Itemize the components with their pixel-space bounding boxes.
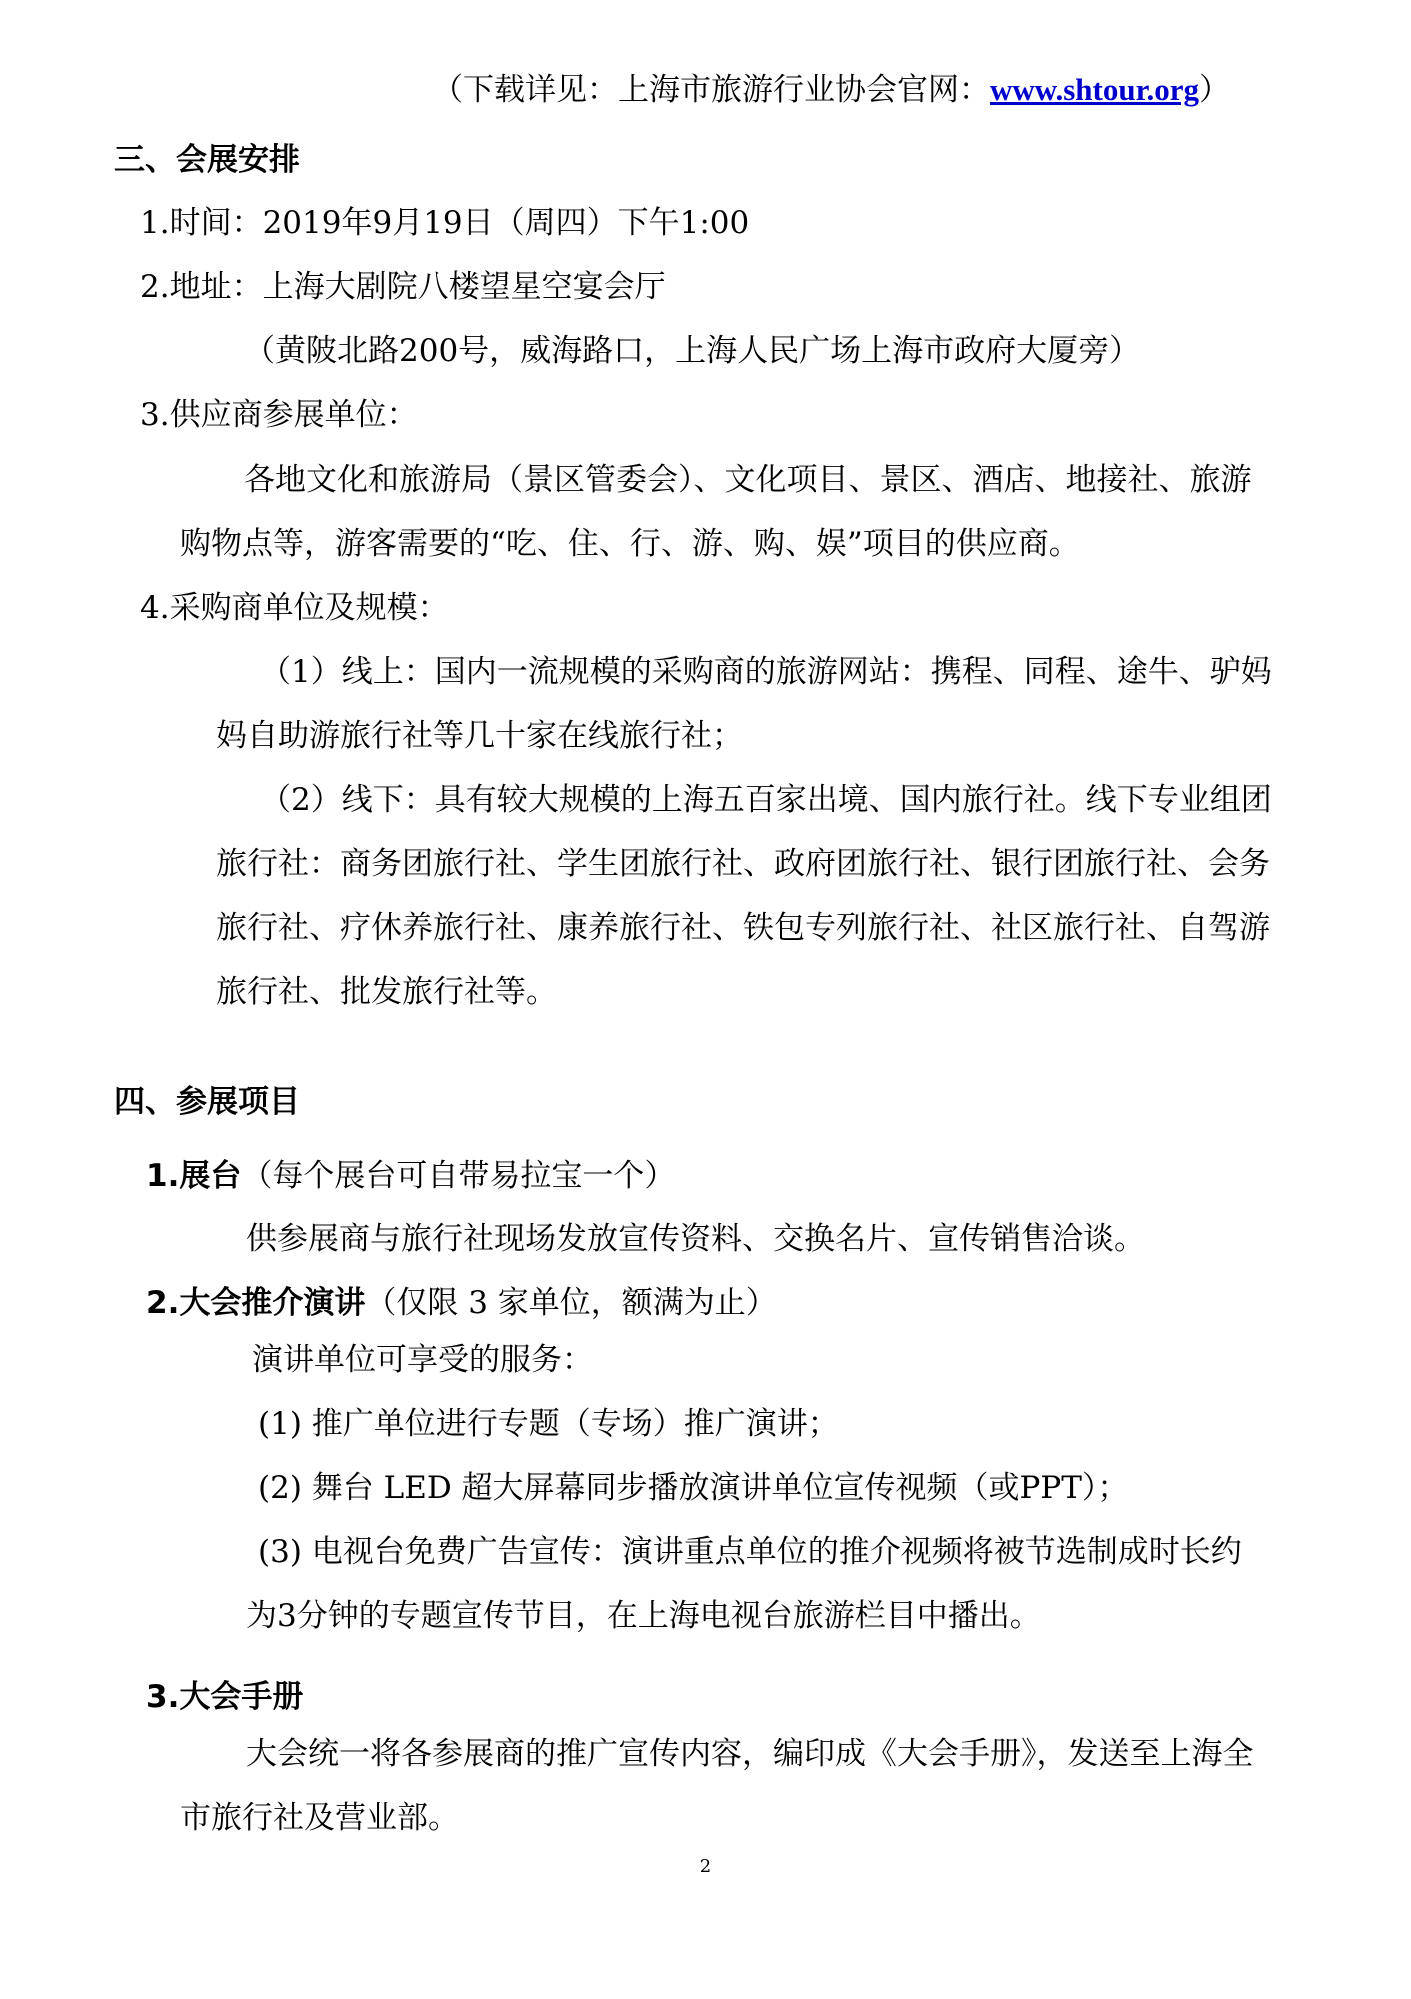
section4-heading: 四、参展项目	[114, 1084, 300, 1120]
page-number: 2	[699, 1856, 712, 1877]
online-line-1: （1）线上：国内一流规模的采购商的旅游网站：携程、同程、途牛、驴妈	[260, 654, 1272, 690]
download-note	[432, 70, 1230, 110]
handbook-line-2: 市旅行社及营业部。	[180, 1800, 459, 1836]
speech-service-3-line-1: (3) 电视台免费广告宣传：演讲重点单位的推介视频将被节选制成时长约	[258, 1534, 1242, 1570]
suppliers-line-2: 购物点等，游客需要的“吃、住、行、游、购、娱”项目的供应商。	[180, 526, 1080, 562]
speech-service-3-line-2: 为3分钟的专题宣传节目，在上海电视台旅游栏目中播出。	[246, 1598, 1041, 1634]
download-note-prefix: （下载详见：上海市旅游行业协会官网：	[432, 72, 990, 108]
suppliers-title: 3.供应商参展单位：	[140, 397, 418, 433]
speech-item	[146, 1283, 777, 1323]
booth-title: 1.展台	[146, 1158, 242, 1194]
buyers-title: 4.采购商单位及规模：	[140, 590, 449, 626]
speech-note: （仅限 3 家单位，额满为止）	[365, 1285, 777, 1321]
offline-line-3: 旅行社、疗休养旅行社、康养旅行社、铁包专列旅行社、社区旅行社、自驾游	[216, 910, 1270, 946]
event-address-detail: （黄陂北路200号，威海路口，上海人民广场上海市政府大厦旁）	[244, 333, 1141, 369]
event-address: 2.地址：上海大剧院八楼望星空宴会厅	[140, 269, 666, 305]
booth-note: （每个展台可自带易拉宝一个）	[241, 1158, 676, 1194]
booth-item	[146, 1156, 675, 1196]
suppliers-line-1: 各地文化和旅游局（景区管委会）、文化项目、景区、酒店、地接社、旅游	[244, 462, 1252, 498]
shtour-link[interactable]: www.shtour.org	[990, 72, 1199, 107]
offline-line-4: 旅行社、批发旅行社等。	[216, 974, 557, 1010]
speech-title: 2.大会推介演讲	[146, 1285, 366, 1321]
online-line-2: 妈自助游旅行社等几十家在线旅行社；	[216, 718, 743, 754]
booth-description: 供参展商与旅行社现场发放宣传资料、交换名片、宣传销售洽谈。	[246, 1221, 1145, 1257]
section3-heading: 三、会展安排	[114, 142, 300, 178]
offline-line-2: 旅行社：商务团旅行社、学生团旅行社、政府团旅行社、银行团旅行社、会务	[216, 846, 1270, 882]
handbook-line-1: 大会统一将各参展商的推广宣传内容，编印成《大会手册》，发送至上海全	[246, 1736, 1254, 1772]
offline-line-1: （2）线下：具有较大规模的上海五百家出境、国内旅行社。线下专业组团	[260, 782, 1272, 818]
handbook-title: 3.大会手册	[146, 1679, 304, 1715]
speech-services-title: 演讲单位可享受的服务：	[252, 1342, 593, 1378]
speech-service-1: (1) 推广单位进行专题（专场）推广演讲；	[258, 1406, 839, 1442]
download-note-suffix: ）	[1199, 72, 1230, 108]
event-time: 1.时间：2019年9月19日（周四）下午1:00	[140, 205, 750, 241]
speech-service-2: (2) 舞台 LED 超大屏幕同步播放演讲单位宣传视频（或PPT）；	[258, 1470, 1129, 1506]
